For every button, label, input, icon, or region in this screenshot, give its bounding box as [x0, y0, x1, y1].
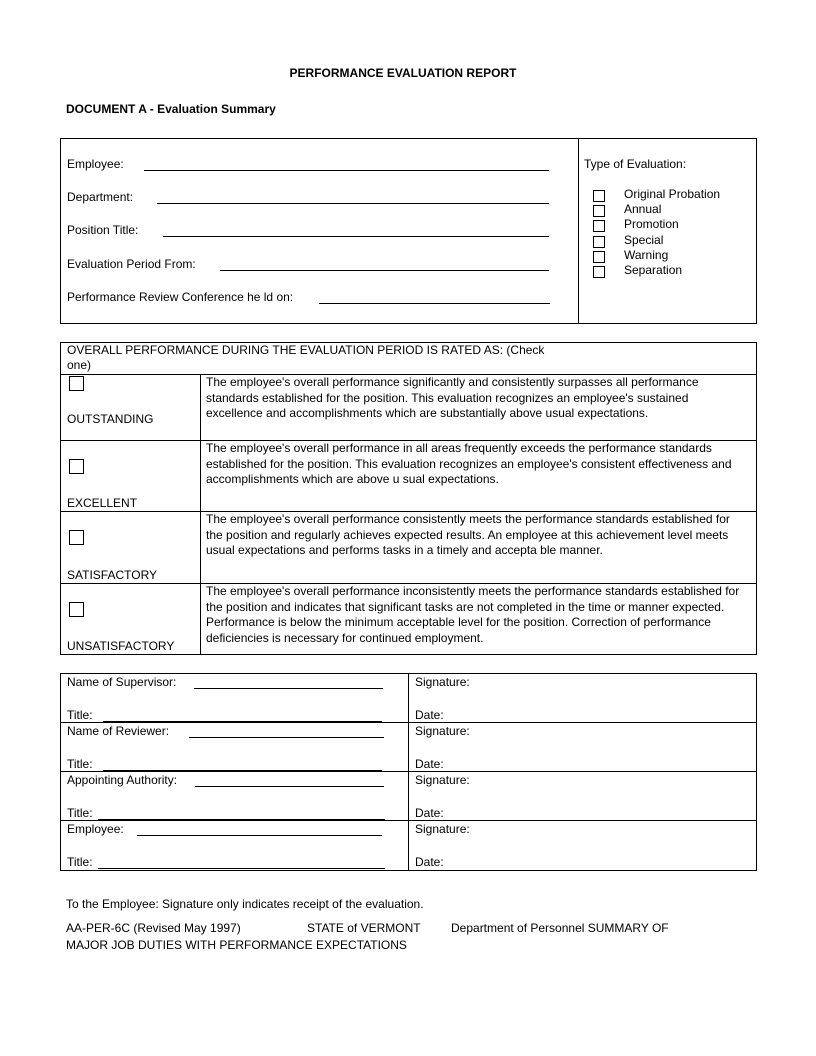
supervisor-name-label: Name of Supervisor:	[67, 675, 177, 689]
reviewer-name-field[interactable]	[189, 737, 384, 738]
excellent-description: The employee's overall performance in all areas frequently exceeds the performance standards established for the position. This evaluation recognizes an employee's consistent effectiveness and accomplishments which are above u sual expectations.	[206, 441, 732, 486]
column-divider	[200, 374, 201, 654]
authority-name-field[interactable]	[195, 786, 384, 787]
reviewer-title-field[interactable]	[103, 770, 382, 771]
footer-continuation: MAJOR JOB DUTIES WITH PERFORMANCE EXPECTATIONS	[66, 938, 407, 952]
warning-checkbox[interactable]	[593, 251, 605, 263]
evaluation-period-label: Evaluation Period From:	[67, 257, 196, 271]
section-divider	[578, 139, 579, 323]
row-divider	[61, 722, 756, 723]
original-probation-checkbox[interactable]	[593, 190, 605, 202]
outstanding-checkbox[interactable]	[69, 376, 84, 391]
signatures-section	[60, 673, 757, 871]
original-probation-label: Original Probation	[624, 187, 721, 201]
unsatisfactory-description: The employee's overall performance inconsistently meets the performance standards established for the position and indicates that significant tasks are not completed in the time or manner expected. Performance is below the minimum acceptable level for the position. Correction of performance deficiencies is necessary for continued employment.	[206, 584, 740, 645]
position-title-label: Position Title:	[67, 223, 139, 237]
outstanding-label: OUTSTANDING	[67, 412, 154, 426]
supervisor-signature-label: Signature:	[415, 675, 470, 689]
overall-heading-line1: OVERALL PERFORMANCE DURING THE EVALUATION PERIOD IS RATED AS: (Check	[67, 343, 545, 357]
separation-checkbox[interactable]	[593, 266, 605, 278]
annual-checkbox[interactable]	[593, 205, 605, 217]
department-name: Department of Personnel SUMMARY OF	[451, 921, 669, 935]
form-id: AA-PER-6C (Revised May 1997)	[66, 921, 241, 935]
outstanding-description: The employee's overall performance significantly and consistently surpasses all performance standards established for the position. This evaluation recognizes an employee's sustained excellence and accomplishments which are substantially above usual expectations.	[206, 375, 699, 420]
excellent-label: EXCELLENT	[67, 496, 138, 510]
excellent-checkbox[interactable]	[69, 459, 84, 474]
employee-sign-title-label: Title:	[67, 855, 93, 869]
satisfactory-description: The employee's overall performance consistently meets the performance standards established for the position and regularly achieves expected results. An employee at this achievement level meets usual expectations and performs tasks in a timely and accepta ble manner.	[206, 512, 730, 557]
evaluation-type-heading: Type of Evaluation:	[584, 157, 687, 171]
evaluation-period-field[interactable]	[220, 270, 549, 271]
document-subtitle: DOCUMENT A - Evaluation Summary	[66, 102, 276, 116]
overall-heading-line2: one)	[67, 358, 92, 372]
reviewer-signature-label: Signature:	[415, 724, 470, 738]
authority-title-label: Title:	[67, 806, 93, 820]
special-checkbox[interactable]	[593, 236, 605, 248]
satisfactory-label: SATISFACTORY	[67, 568, 158, 582]
promotion-checkbox[interactable]	[593, 220, 605, 232]
column-divider	[408, 674, 409, 870]
state-name: STATE of VERMONT	[307, 921, 421, 935]
department-field[interactable]	[157, 203, 549, 204]
unsatisfactory-label: UNSATISFACTORY	[67, 639, 175, 653]
employee-date-label: Date:	[415, 855, 444, 869]
separation-label: Separation	[624, 263, 683, 277]
annual-label: Annual	[624, 202, 662, 216]
employee-info-section	[60, 138, 757, 324]
review-conference-label: Performance Review Conference he ld on:	[67, 290, 294, 304]
overall-performance-section	[60, 342, 757, 655]
authority-date-label: Date:	[415, 806, 444, 820]
reviewer-name-label: Name of Reviewer:	[67, 724, 170, 738]
supervisor-name-field[interactable]	[194, 688, 383, 689]
supervisor-date-label: Date:	[415, 708, 444, 722]
page-title: PERFORMANCE EVALUATION REPORT	[289, 66, 517, 80]
special-label: Special	[624, 233, 664, 247]
supervisor-title-label: Title:	[67, 708, 93, 722]
satisfactory-checkbox[interactable]	[69, 530, 84, 545]
reviewer-title-label: Title:	[67, 757, 93, 771]
employee-signature-label: Signature:	[415, 822, 470, 836]
review-conference-field[interactable]	[319, 303, 550, 304]
employee-sign-title-field[interactable]	[98, 868, 385, 869]
unsatisfactory-checkbox[interactable]	[69, 602, 84, 617]
position-title-field[interactable]	[163, 236, 549, 237]
row-divider	[61, 771, 756, 772]
row-divider	[61, 820, 756, 821]
employee-field[interactable]	[144, 170, 549, 171]
supervisor-title-field[interactable]	[103, 721, 382, 722]
employee-sign-name-field[interactable]	[137, 835, 382, 836]
reviewer-date-label: Date:	[415, 757, 444, 771]
authority-title-field[interactable]	[98, 819, 385, 820]
department-label: Department:	[67, 190, 134, 204]
warning-label: Warning	[624, 248, 669, 262]
promotion-label: Promotion	[624, 217, 679, 231]
employee-sign-name-label: Employee:	[67, 822, 124, 836]
authority-signature-label: Signature:	[415, 773, 470, 787]
employee-note: To the Employee: Signature only indicates receipt of the evaluation.	[66, 897, 424, 911]
authority-name-label: Appointing Authority:	[67, 773, 178, 787]
employee-label: Employee:	[67, 157, 124, 171]
